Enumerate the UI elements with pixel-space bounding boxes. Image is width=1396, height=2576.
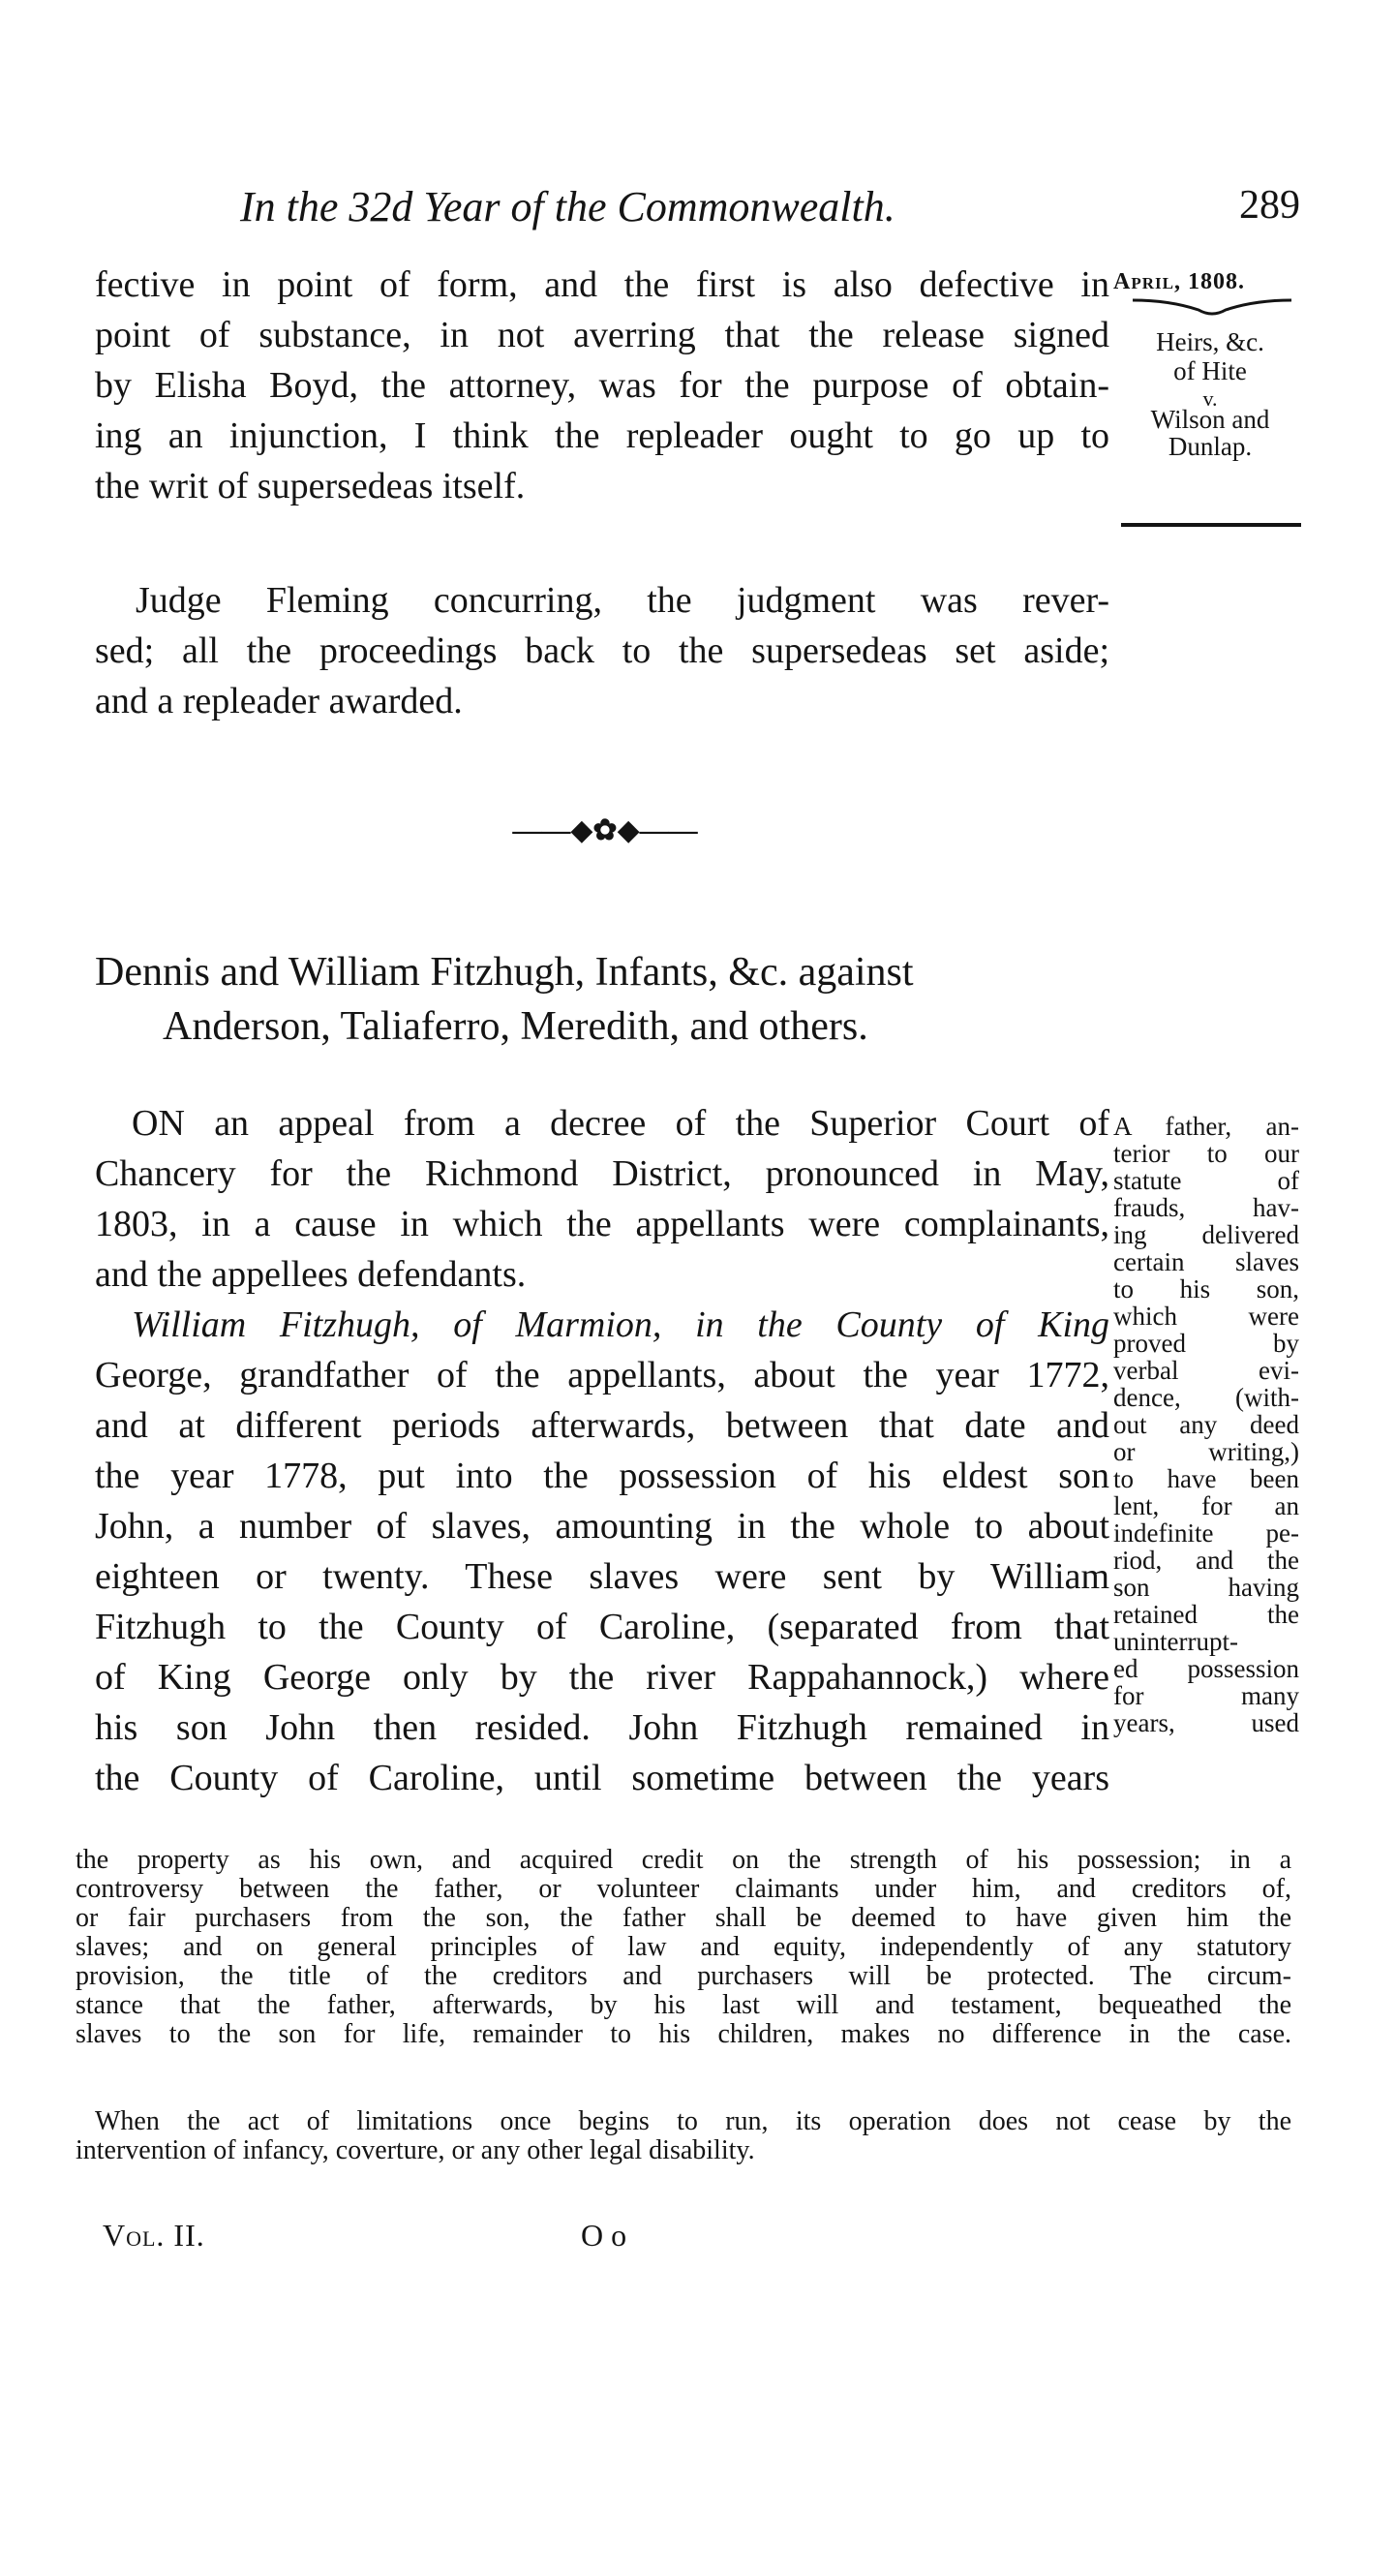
continuation-line: point of substance, in not averring that the release signed [95,315,1109,355]
margin-note-line: proved by [1113,1329,1299,1358]
body-line: the County of Caroline, until sometime between the years [95,1758,1109,1798]
margin-date: April, 1808. [1113,269,1245,294]
margin-note-line: indefinite pe- [1113,1518,1299,1548]
body-line: Fitzhugh to the County of Caroline, (separated from that [95,1607,1109,1647]
margin-note-line: certain slaves [1113,1247,1299,1276]
margin-note-line: terior to our [1113,1139,1299,1168]
margin-note-line: to his son, [1113,1274,1299,1303]
margin-note-line: or writing,) [1113,1437,1299,1466]
margin-note-line: for many [1113,1681,1299,1710]
headnote-line: or fair purchasers from the son, the father shall be deemed to have given him the [76,1903,1291,1933]
margin-rule [1121,523,1301,527]
margin-note-line: son having [1113,1573,1299,1602]
margin-note-line: ed possession [1113,1654,1299,1683]
headnote2-line: When the act of limitations once begins to run, its operation does not cease by the [95,2106,1291,2136]
continuation-line: fective in point of form, and the first is also defective in [95,264,1109,305]
margin-note-line: years, used [1113,1708,1299,1737]
body-line: Chancery for the Richmond District, pronounced in May, [95,1153,1109,1194]
headnote2-line: intervention of infancy, coverture, or any other legal disability. [76,2135,755,2165]
signature-mark: O o [581,2218,627,2253]
margin-note-line: ing delivered [1113,1220,1299,1249]
case-title-line1: Dennis and William Fitzhugh, Infants, &c. against [95,950,914,995]
margin-note-line: frauds, hav- [1113,1193,1299,1222]
headnote-line: controversy between the father, or volunteer claimants under him, and creditors of, [76,1874,1291,1904]
headnote-line: the property as his own, and acquired credit on the strength of his possession; in a [76,1845,1291,1875]
running-head: In the 32d Year of the Commonwealth. [240,183,895,230]
margin-note-line: A father, an- [1113,1112,1299,1141]
margin-brace [1131,296,1293,322]
headnote-line: slaves to the son for life, remainder to his children, makes no difference in the case. [76,2019,1291,2049]
margin-note-line: out any deed [1113,1410,1299,1439]
margin-note-line: riod, and the [1113,1546,1299,1575]
body-line: and the appellees defendants. [95,1254,527,1295]
body-line: ON an appeal from a decree of the Superior Court of [132,1103,1109,1144]
margin-note-line: verbal evi- [1113,1356,1299,1385]
margin-note-line: uninterrupt- [1113,1627,1238,1656]
margin-note-line: lent, for an [1113,1491,1299,1520]
body-line: and at different periods afterwards, between that date and [95,1405,1109,1446]
margin-case-line3: v. [1202,386,1218,411]
judgment-line: and a repleader awarded. [95,681,463,721]
volume-mark: Vol. II. [103,2218,205,2253]
body-line: eighteen or twenty. These slaves were sent by William [95,1556,1109,1597]
body-line: the year 1778, put into the possession of his eldest son [95,1456,1109,1496]
page-number: 289 [1239,183,1300,228]
case-title-line2: Anderson, Taliaferro, Meredith, and others. [163,1004,868,1049]
margin-case-line2: of Hite [1173,356,1247,385]
body-line: John, a number of slaves, amounting in the whole to about [95,1506,1109,1547]
body-line: 1803, in a cause in which the appellants were complainants, [95,1204,1109,1244]
headnote-line: stance that the father, afterwards, by his last will and testament, bequeathed the [76,1990,1291,2020]
body-line: George, grandfather of the appellants, about the year 1772, [95,1355,1109,1395]
margin-case-line4: Wilson and [1150,405,1270,434]
judgment-line: sed; all the proceedings back to the supersedeas set aside; [95,630,1109,671]
headnote-line: slaves; and on general principles of law and equity, independently of any statutory [76,1932,1291,1962]
body-line: William Fitzhugh, of Marmion, in the County of King [132,1304,1109,1345]
continuation-line: the writ of supersedeas itself. [95,466,526,506]
body-line: his son John then resided. John Fitzhugh remained in [95,1707,1109,1748]
margin-case-line1: Heirs, &c. [1156,327,1264,356]
body-line: of King George only by the river Rappahannock,) where [95,1657,1109,1698]
headnote-line: provision, the title of the creditors and purchasers will be protected. The circum- [76,1961,1291,1991]
margin-note-line: to have been [1113,1464,1299,1493]
margin-note-line: which were [1113,1302,1299,1331]
margin-note-line: dence, (with- [1113,1383,1299,1412]
margin-case-line5: Dunlap. [1168,432,1253,461]
judgment-line: Judge Fleming concurring, the judgment was rever- [136,580,1109,621]
margin-note-line: statute of [1113,1166,1299,1195]
continuation-line: ing an injunction, I think the repleader ought to go up to [95,415,1109,456]
section-ornament: ——◆✿◆—— [512,814,698,846]
margin-note-line: retained the [1113,1600,1299,1629]
continuation-line: by Elisha Boyd, the attorney, was for the purpose of obtain- [95,365,1109,406]
